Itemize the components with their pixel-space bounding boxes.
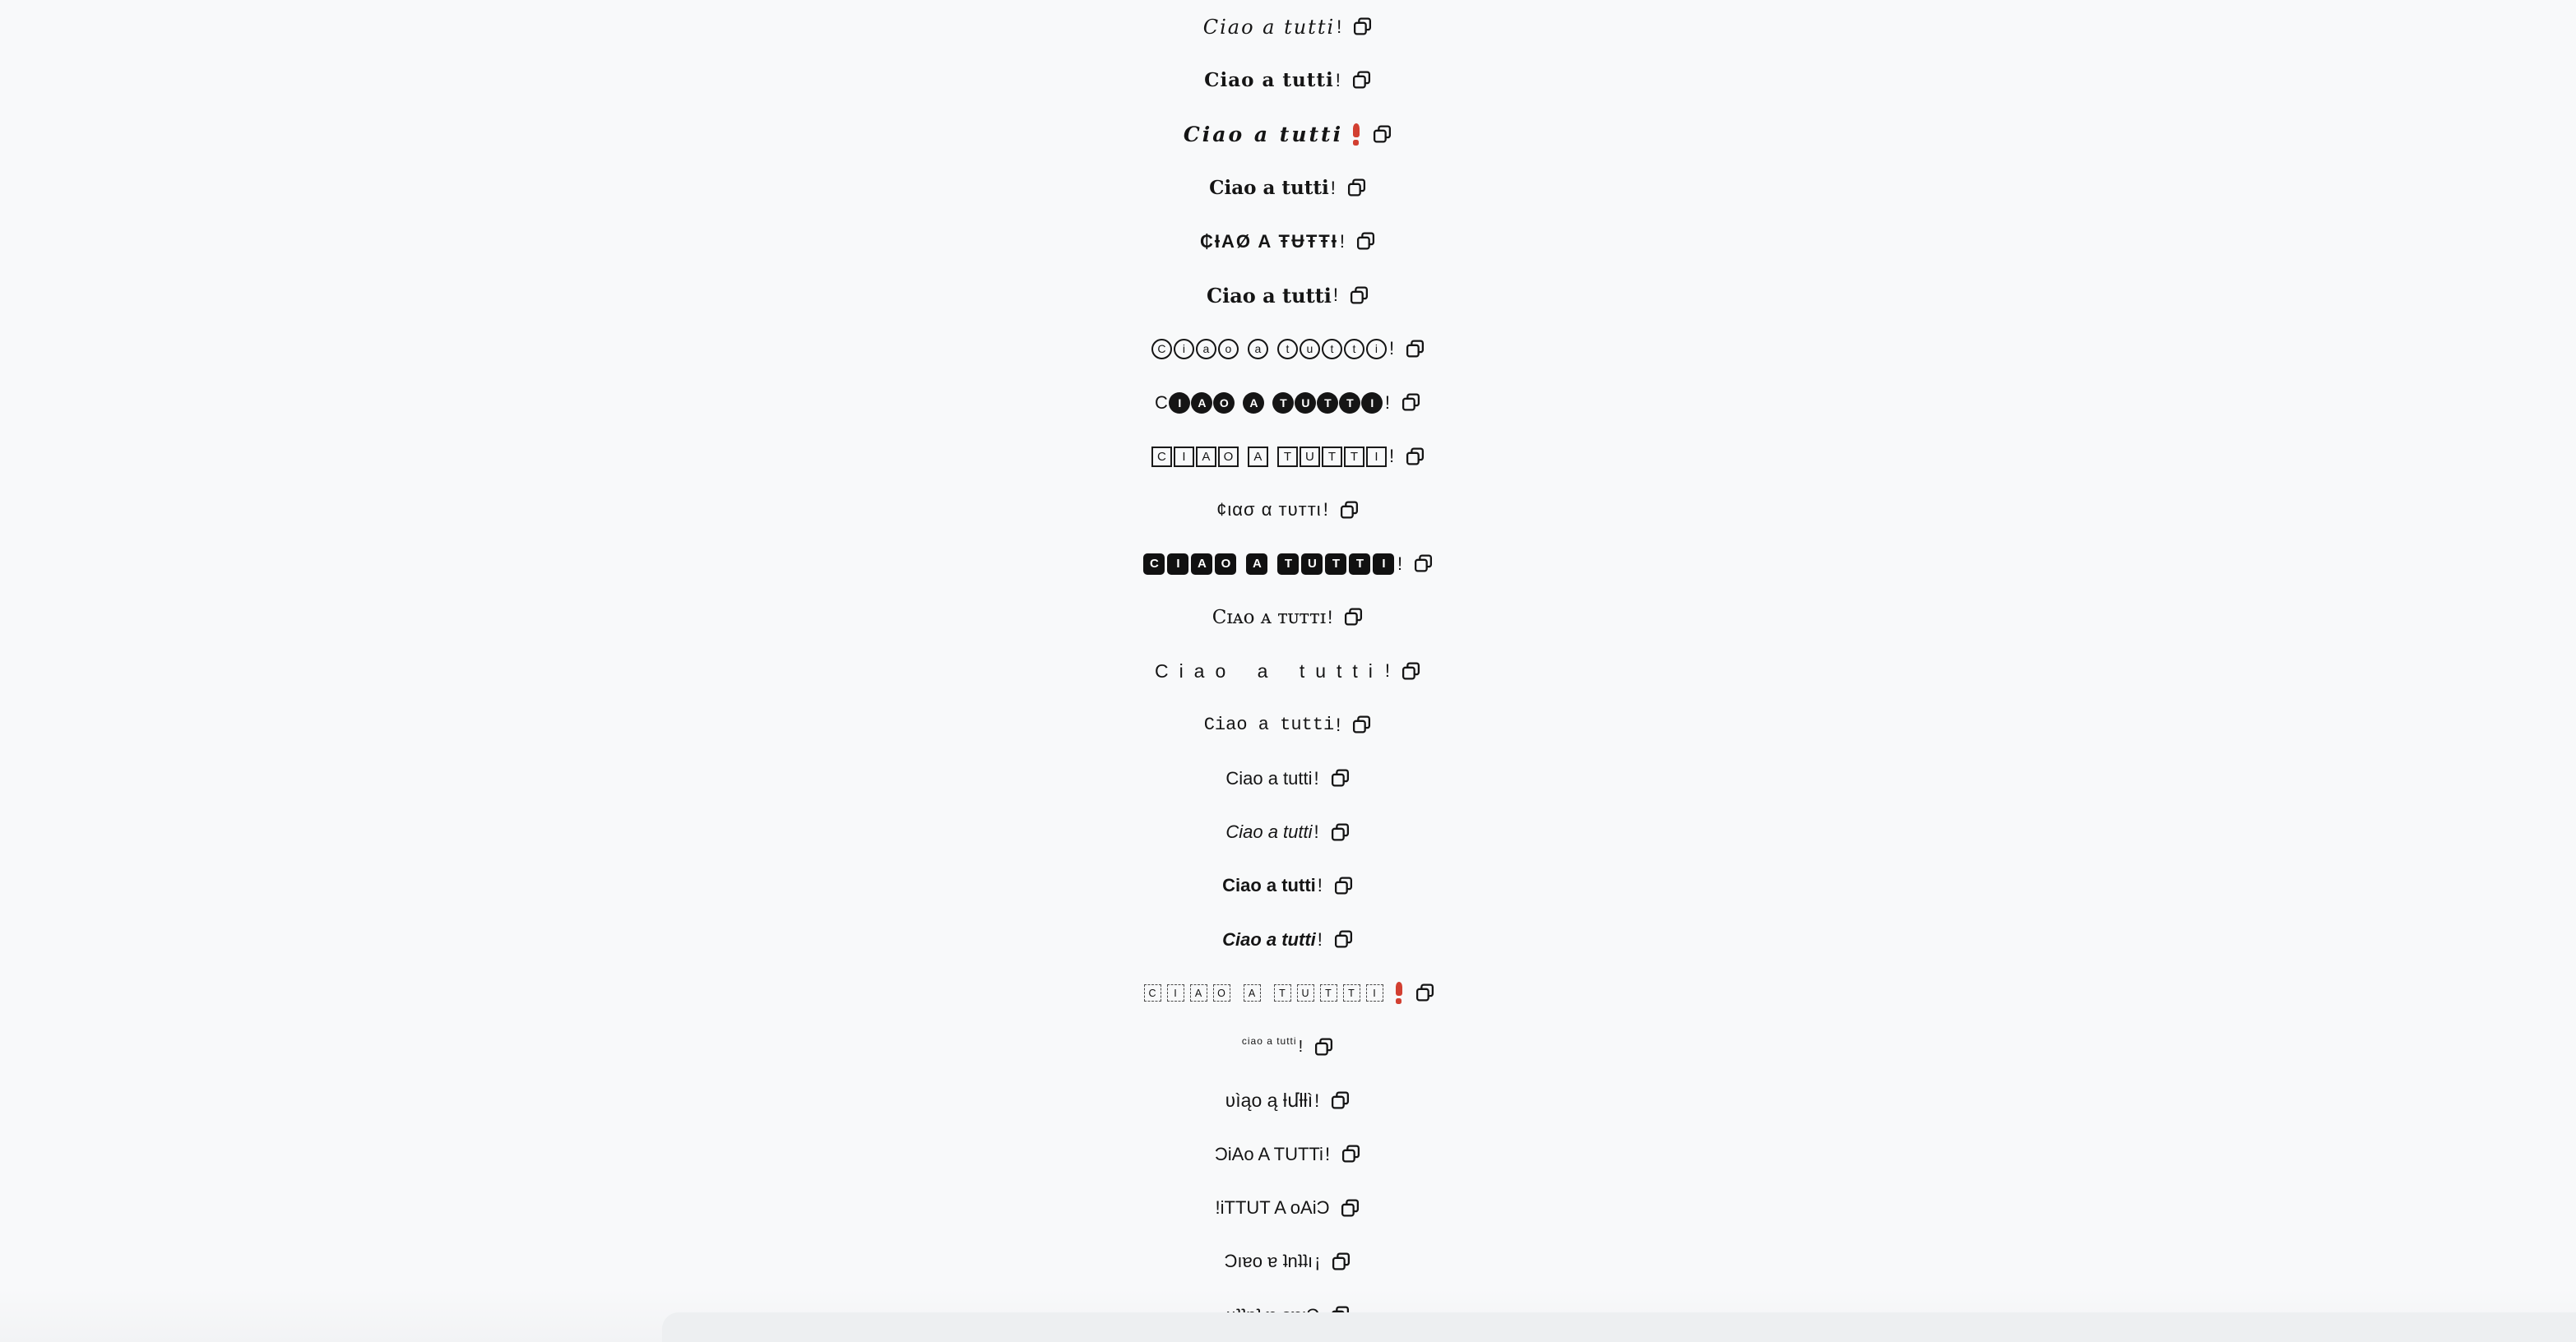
copy-button[interactable] (1343, 607, 1364, 627)
enclosed-letter: C (1143, 553, 1165, 575)
styled-text-row (0, 429, 2576, 483)
enclosed-letter: C (1151, 339, 1172, 359)
styled-text-row (0, 752, 2576, 805)
enclosed-letter: O (1213, 984, 1230, 1002)
styled-text-row (0, 53, 2576, 107)
exclamation-suffix: ! (1332, 285, 1338, 306)
styled-text: Ciao a tutti (1202, 15, 1336, 39)
exclamation-suffix: ! (1317, 875, 1323, 896)
exclamation-suffix: ! (1313, 821, 1319, 843)
styled-text-spaced (1155, 660, 1383, 683)
styled-text-row (0, 215, 2576, 268)
copy-button[interactable] (1405, 339, 1425, 359)
exclamation-suffix: ¡ (1314, 1251, 1321, 1272)
enclosed-letter: C (1151, 447, 1172, 467)
styled-text: ¢ιασ α тυттι (1216, 499, 1322, 521)
enclosed-letter: I (1169, 392, 1190, 414)
copy-button[interactable] (1346, 178, 1367, 198)
enclosed-letter: I (1373, 553, 1394, 575)
copy-button[interactable] (1340, 1198, 1360, 1219)
copy-button[interactable] (1401, 661, 1421, 682)
styled-text-row (0, 268, 2576, 322)
copy-button[interactable] (1413, 553, 1434, 574)
styled-text-row (0, 1074, 2576, 1127)
enclosed-letter: A (1244, 984, 1261, 1002)
styled-text-slashed (1200, 231, 1338, 252)
styled-text: Ciao a tutti (1203, 715, 1335, 735)
exclamation-suffix: ! (1397, 553, 1403, 574)
copy-button[interactable] (1339, 500, 1360, 521)
enclosed-letter: a (1248, 339, 1268, 359)
styled-text-row (0, 645, 2576, 698)
styled-text-italic (1225, 821, 1312, 843)
enclosed-letter: T (1325, 553, 1346, 575)
styled-text-bold-italic (1222, 929, 1316, 951)
copy-button[interactable] (1352, 16, 1373, 37)
styled-text-monospace (1204, 715, 1334, 735)
styled-text: Ciao a tutti (1209, 177, 1329, 200)
enclosed-letter: U (1301, 553, 1323, 575)
enclosed-letter: T (1277, 553, 1299, 575)
exclamation-suffix: ! (1314, 1090, 1320, 1111)
enclosed-letter: T (1343, 984, 1360, 1002)
enclosed-letter: A (1243, 392, 1264, 414)
exclamation-suffix: ! (1339, 230, 1345, 252)
copy-button[interactable] (1349, 285, 1369, 306)
enclosed-letter: U (1295, 392, 1316, 414)
styled-text-row (0, 1182, 2576, 1235)
exclamation-suffix: ! (1336, 714, 1341, 735)
enclosed-letter: t (1344, 339, 1364, 359)
styled-text-bold-script (1184, 123, 1343, 146)
styled-text-squared-filled (1142, 553, 1396, 575)
styled-text: Ciao a tutti (1207, 283, 1332, 308)
styled-text-row (0, 698, 2576, 752)
exclamation-suffix: ! (1327, 606, 1333, 627)
enclosed-letter: U (1300, 447, 1320, 467)
exclamation-suffix: ! (1384, 660, 1391, 682)
exclamation-suffix: ! (1388, 338, 1395, 359)
styled-text-row (0, 322, 2576, 376)
styled-text-row (0, 859, 2576, 913)
styled-text: Ciao a tutti (1225, 767, 1313, 789)
exclamation-suffix: ! (1337, 16, 1342, 37)
enclosed-letter: i (1366, 339, 1387, 359)
copy-button[interactable] (1330, 768, 1351, 789)
styled-text-plain (1225, 768, 1312, 789)
enclosed-letter: U (1297, 984, 1314, 1002)
enclosed-letter: t (1277, 339, 1298, 359)
plain-prefix: C (1154, 391, 1168, 413)
styled-text: !iTTUT A oAiƆ (1215, 1197, 1330, 1219)
exclamation-suffix: ! (1317, 928, 1323, 950)
copy-button[interactable] (1372, 124, 1392, 145)
red-exclamation-icon (1393, 982, 1404, 1004)
styled-text-row (0, 1127, 2576, 1181)
copy-button[interactable] (1415, 983, 1435, 1003)
styled-text: Cɪᴀᴏ ᴀ ᴛᴜᴛᴛɪ (1212, 606, 1327, 628)
styled-text-row (0, 537, 2576, 590)
enclosed-letter: A (1191, 553, 1212, 575)
enclosed-letter: A (1191, 392, 1212, 414)
styled-text-tiny (1241, 1035, 1297, 1053)
styled-text-double-struck (1204, 69, 1334, 91)
styled-text: ʋìąo ą ƚմƚƚì (1225, 1090, 1313, 1112)
copy-button[interactable] (1405, 447, 1425, 467)
styled-text-mirror (1215, 1144, 1323, 1165)
styled-text: Ciao a tutti (1183, 122, 1344, 146)
copy-button[interactable] (1351, 715, 1372, 735)
enclosed-letter: a (1196, 339, 1216, 359)
enclosed-letter: I (1366, 984, 1383, 1002)
copy-button[interactable] (1330, 1090, 1351, 1111)
enclosed-letter: T (1272, 392, 1294, 414)
copy-button[interactable] (1313, 1037, 1334, 1057)
enclosed-letter: T (1317, 392, 1338, 414)
styled-text-squared (1151, 447, 1388, 467)
copy-button[interactable] (1341, 1144, 1361, 1164)
enclosed-letter: I (1361, 392, 1383, 414)
styled-text: Ciao a tutti (1154, 659, 1383, 682)
exclamation-suffix: ! (1388, 446, 1395, 467)
exclamation-suffix: ! (1323, 499, 1328, 521)
copy-button[interactable] (1351, 70, 1372, 90)
styled-text: Ciao a tutti (1204, 69, 1334, 92)
copy-button[interactable] (1331, 1252, 1351, 1272)
copy-button[interactable] (1333, 929, 1354, 950)
styled-text-reversed (1216, 1197, 1330, 1219)
enclosed-letter: A (1246, 553, 1267, 575)
red-exclamation-icon (1351, 123, 1361, 146)
enclosed-letter: T (1344, 447, 1364, 467)
styled-text-row (0, 0, 2576, 53)
styled-text-row (0, 1235, 2576, 1289)
enclosed-letter: O (1215, 553, 1236, 575)
styled-text-circled (1151, 339, 1388, 359)
enclosed-letter: C (1144, 984, 1161, 1002)
enclosed-letter: O (1213, 392, 1235, 414)
styled-text-row (0, 376, 2576, 429)
enclosed-letter: I (1167, 984, 1184, 1002)
styled-text: ciao a tutti (1241, 1035, 1297, 1048)
styled-text-bold-fraktur (1207, 284, 1332, 308)
copy-button[interactable] (1330, 822, 1351, 843)
enclosed-letter: t (1322, 339, 1342, 359)
enclosed-letter: T (1322, 447, 1342, 467)
styled-text-circled-filled (1155, 392, 1383, 414)
styled-text: Ɔıɐo ɐ ʇnʇʇı (1224, 1251, 1313, 1272)
exclamation-suffix: ! (1298, 1037, 1304, 1056)
enclosed-letter: T (1339, 392, 1360, 414)
styled-text-script (1203, 16, 1335, 39)
exclamation-suffix: ! (1324, 1143, 1331, 1164)
exclamation-suffix: ! (1335, 69, 1341, 90)
copy-button[interactable] (1401, 392, 1421, 413)
exclamation-suffix: ! (1384, 391, 1390, 413)
styled-text: ƆiAo A TUTTi (1214, 1143, 1323, 1164)
styled-text-keycap (1141, 984, 1386, 1002)
enclosed-letter: o (1218, 339, 1239, 359)
enclosed-letter: i (1174, 339, 1194, 359)
enclosed-letter: O (1218, 447, 1239, 467)
enclosed-letter: I (1174, 447, 1194, 467)
styled-text-row (0, 590, 2576, 644)
styled-text: ₵ƗAØ A ŦɄŦŦƗ (1200, 230, 1338, 252)
enclosed-letter: u (1300, 339, 1320, 359)
styled-text-bold (1222, 875, 1316, 896)
styled-text: Ciao a tutti (1222, 928, 1316, 950)
enclosed-letter: I (1366, 447, 1387, 467)
enclosed-letter: T (1277, 447, 1298, 467)
styled-text-row (0, 484, 2576, 537)
styled-text-row (0, 1020, 2576, 1074)
enclosed-letter: A (1190, 984, 1207, 1002)
exclamation-suffix: ! (1313, 767, 1319, 789)
exclamation-suffix: ! (1330, 177, 1336, 198)
enclosed-letter: T (1320, 984, 1337, 1002)
styled-text-row (0, 913, 2576, 966)
styled-text-row (0, 805, 2576, 858)
styled-text-greek (1216, 499, 1322, 521)
enclosed-letter: T (1349, 553, 1370, 575)
styled-text: Ciao a tutti (1225, 821, 1313, 843)
styled-text-squiggle (1225, 1090, 1313, 1112)
enclosed-letter: T (1274, 984, 1291, 1002)
bottom-panel (662, 1312, 2576, 1342)
styled-text-row (0, 161, 2576, 215)
enclosed-letter: A (1248, 447, 1268, 467)
styled-text-flip-letters (1225, 1251, 1313, 1272)
styled-text: Ciao a tutti (1222, 875, 1316, 896)
enclosed-letter: A (1196, 447, 1216, 467)
copy-button[interactable] (1333, 876, 1354, 896)
styled-text-row (0, 108, 2576, 161)
styled-text-fraktur (1209, 177, 1329, 199)
enclosed-letter: I (1167, 553, 1188, 575)
styled-text-small-caps (1212, 607, 1326, 628)
copy-button[interactable] (1355, 231, 1376, 252)
styled-text-row (0, 966, 2576, 1020)
